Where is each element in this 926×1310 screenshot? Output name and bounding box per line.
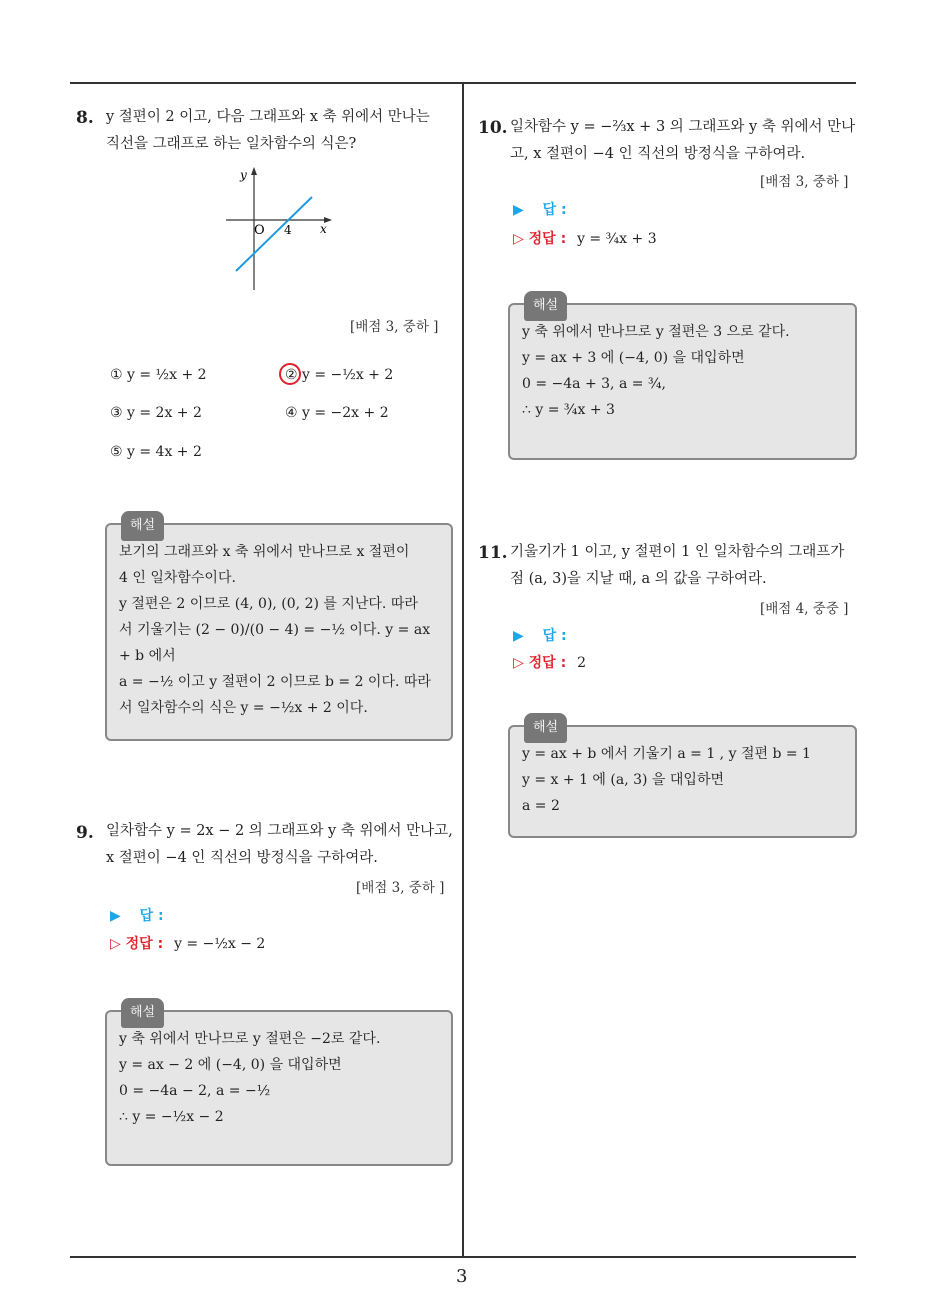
q8-line2: 직선을 그래프로 하는 일차함수의 식은?	[106, 136, 357, 152]
q8-explain-line: 서 기울기는 (2 − 0)/(0 − 4) = −½ 이다. y = ax + b 에서	[119, 622, 431, 664]
q9-line2: x 절편이 −4 인 직선의 방정식을 구하여라.	[106, 850, 378, 866]
q11-answer-label: 답 :	[542, 628, 567, 644]
q8-explain-line: y 절편은 2 이므로 (4, 0), (0, 2) 를 지난다. 따라	[119, 596, 418, 612]
q11-explain-tag: 해설	[524, 713, 567, 743]
q10-explain-line: 0 = −4a + 3, a = ¾,	[522, 376, 666, 392]
q8-score: [배점 3, 중하 ]	[350, 319, 439, 335]
q11-correct-row	[513, 652, 586, 672]
q8-explain-line: a = −½ 이고 y 절편이 2 이므로 b = 2 이다. 따라	[119, 674, 431, 690]
q8-explain-box	[105, 518, 453, 741]
q11-answer-row	[513, 625, 567, 645]
correct-arrow-icon: ▷	[513, 231, 524, 247]
q9-answer-label: 답 :	[139, 908, 164, 924]
q11-correct-label: 정답 :	[528, 655, 567, 671]
q9-question	[106, 818, 458, 872]
q8-selected-mark-circle	[279, 363, 301, 385]
q11-correct-value: 2	[577, 655, 586, 671]
q9-explain-line: ∴ y = −½x − 2	[119, 1109, 224, 1125]
q8-number: 8.	[76, 108, 94, 128]
q9-correct-row	[110, 933, 265, 953]
q11-line1: 기울기가 1 이고, y 절편이 1 인 일차함수의 그래프가	[510, 544, 845, 560]
q9-number: 9.	[76, 823, 94, 843]
q10-answer-row	[513, 199, 567, 219]
graph-origin-label: O	[254, 223, 265, 238]
q9-explain-box	[105, 1005, 453, 1166]
q10-correct-value: y = ¾x + 3	[577, 231, 657, 247]
graph-tick-label: 4	[284, 223, 292, 237]
q8-explain-tag: 해설	[121, 511, 164, 541]
q8-choice-5[interactable]: ⑤ y = 4x + 2	[110, 444, 202, 460]
q8-line1: y 절편이 2 이고, 다음 그래프와 x 축 위에서 만나는	[106, 109, 430, 125]
q8-question	[106, 104, 458, 158]
q8-explain-line: 서 일차함수의 식은 y = −½x + 2 이다.	[119, 700, 368, 716]
q8-explain-line: 보기의 그래프와 x 축 위에서 만나므로 x 절편이	[119, 544, 410, 560]
q11-explain-box	[508, 720, 857, 838]
q10-explain-line: y 축 위에서 만나므로 y 절편은 3 으로 같다.	[522, 324, 790, 340]
q9-explain-line: 0 = −4a − 2, a = −½	[119, 1083, 271, 1099]
q9-explain-line: y = ax − 2 에 (−4, 0) 을 대입하면	[119, 1057, 342, 1073]
q11-line2: 점 (a, 3)을 지날 때, a 의 값을 구하여라.	[510, 571, 767, 587]
q10-line2: 고, x 절편이 −4 인 직선의 방정식을 구하여라.	[510, 146, 806, 162]
q11-explain-line: a = 2	[522, 798, 560, 814]
q10-explain-tag: 해설	[524, 291, 567, 321]
q11-question	[510, 539, 860, 593]
q9-answer-row	[110, 905, 164, 925]
q11-score: [배점 4, 중중 ]	[760, 601, 849, 617]
q10-correct-row	[513, 228, 657, 248]
answer-arrow-icon: ▶	[513, 202, 524, 218]
q11-explain-line: y = x + 1 에 (a, 3) 을 대입하면	[522, 772, 724, 788]
q9-correct-value: y = −½x − 2	[174, 936, 266, 952]
q8-choice-2[interactable]: ② y = −½x + 2	[285, 367, 394, 383]
q8-explain-line: 4 인 일차함수이다.	[119, 570, 236, 586]
bottom-rule	[70, 1256, 856, 1258]
q8-choice-1[interactable]: ① y = ½x + 2	[110, 367, 207, 383]
q10-score: [배점 3, 중하 ]	[760, 174, 849, 190]
page-number: 3	[456, 1266, 468, 1287]
q8-choice-4[interactable]: ④ y = −2x + 2	[285, 405, 389, 421]
q10-line1: 일차함수 y = −⅔x + 3 의 그래프와 y 축 위에서 만나	[510, 119, 856, 135]
q8-choice-3[interactable]: ③ y = 2x + 2	[110, 405, 202, 421]
graph-y-arrow	[251, 167, 257, 175]
q9-correct-label: 정답 :	[125, 936, 164, 952]
correct-arrow-icon: ▷	[110, 936, 121, 952]
q10-explain-box	[508, 298, 857, 460]
q9-explain-line: y 축 위에서 만나므로 y 절편은 −2로 같다.	[119, 1031, 381, 1047]
q10-explain-line: ∴ y = ¾x + 3	[522, 402, 615, 418]
q9-score: [배점 3, 중하 ]	[356, 880, 445, 896]
q10-correct-label: 정답 :	[528, 231, 567, 247]
graph-y-label: y	[240, 168, 247, 182]
answer-arrow-icon: ▶	[513, 628, 524, 644]
answer-arrow-icon: ▶	[110, 908, 121, 924]
q10-explain-line: y = ax + 3 에 (−4, 0) 을 대입하면	[522, 350, 745, 366]
q9-explain-tag: 해설	[121, 998, 164, 1028]
graph-x-label: x	[320, 222, 327, 236]
correct-arrow-icon: ▷	[513, 655, 524, 671]
column-divider	[462, 82, 464, 1258]
graph-line	[236, 197, 312, 271]
q11-number: 11.	[478, 543, 508, 563]
q9-line1: 일차함수 y = 2x − 2 의 그래프와 y 축 위에서 만나고,	[106, 823, 453, 839]
q11-explain-line: y = ax + b 에서 기울기 a = 1 , y 절편 b = 1	[522, 746, 811, 762]
q10-number: 10.	[478, 118, 508, 138]
q8-graph	[220, 165, 340, 295]
q10-question	[510, 114, 860, 168]
q10-answer-label: 답 :	[542, 202, 567, 218]
